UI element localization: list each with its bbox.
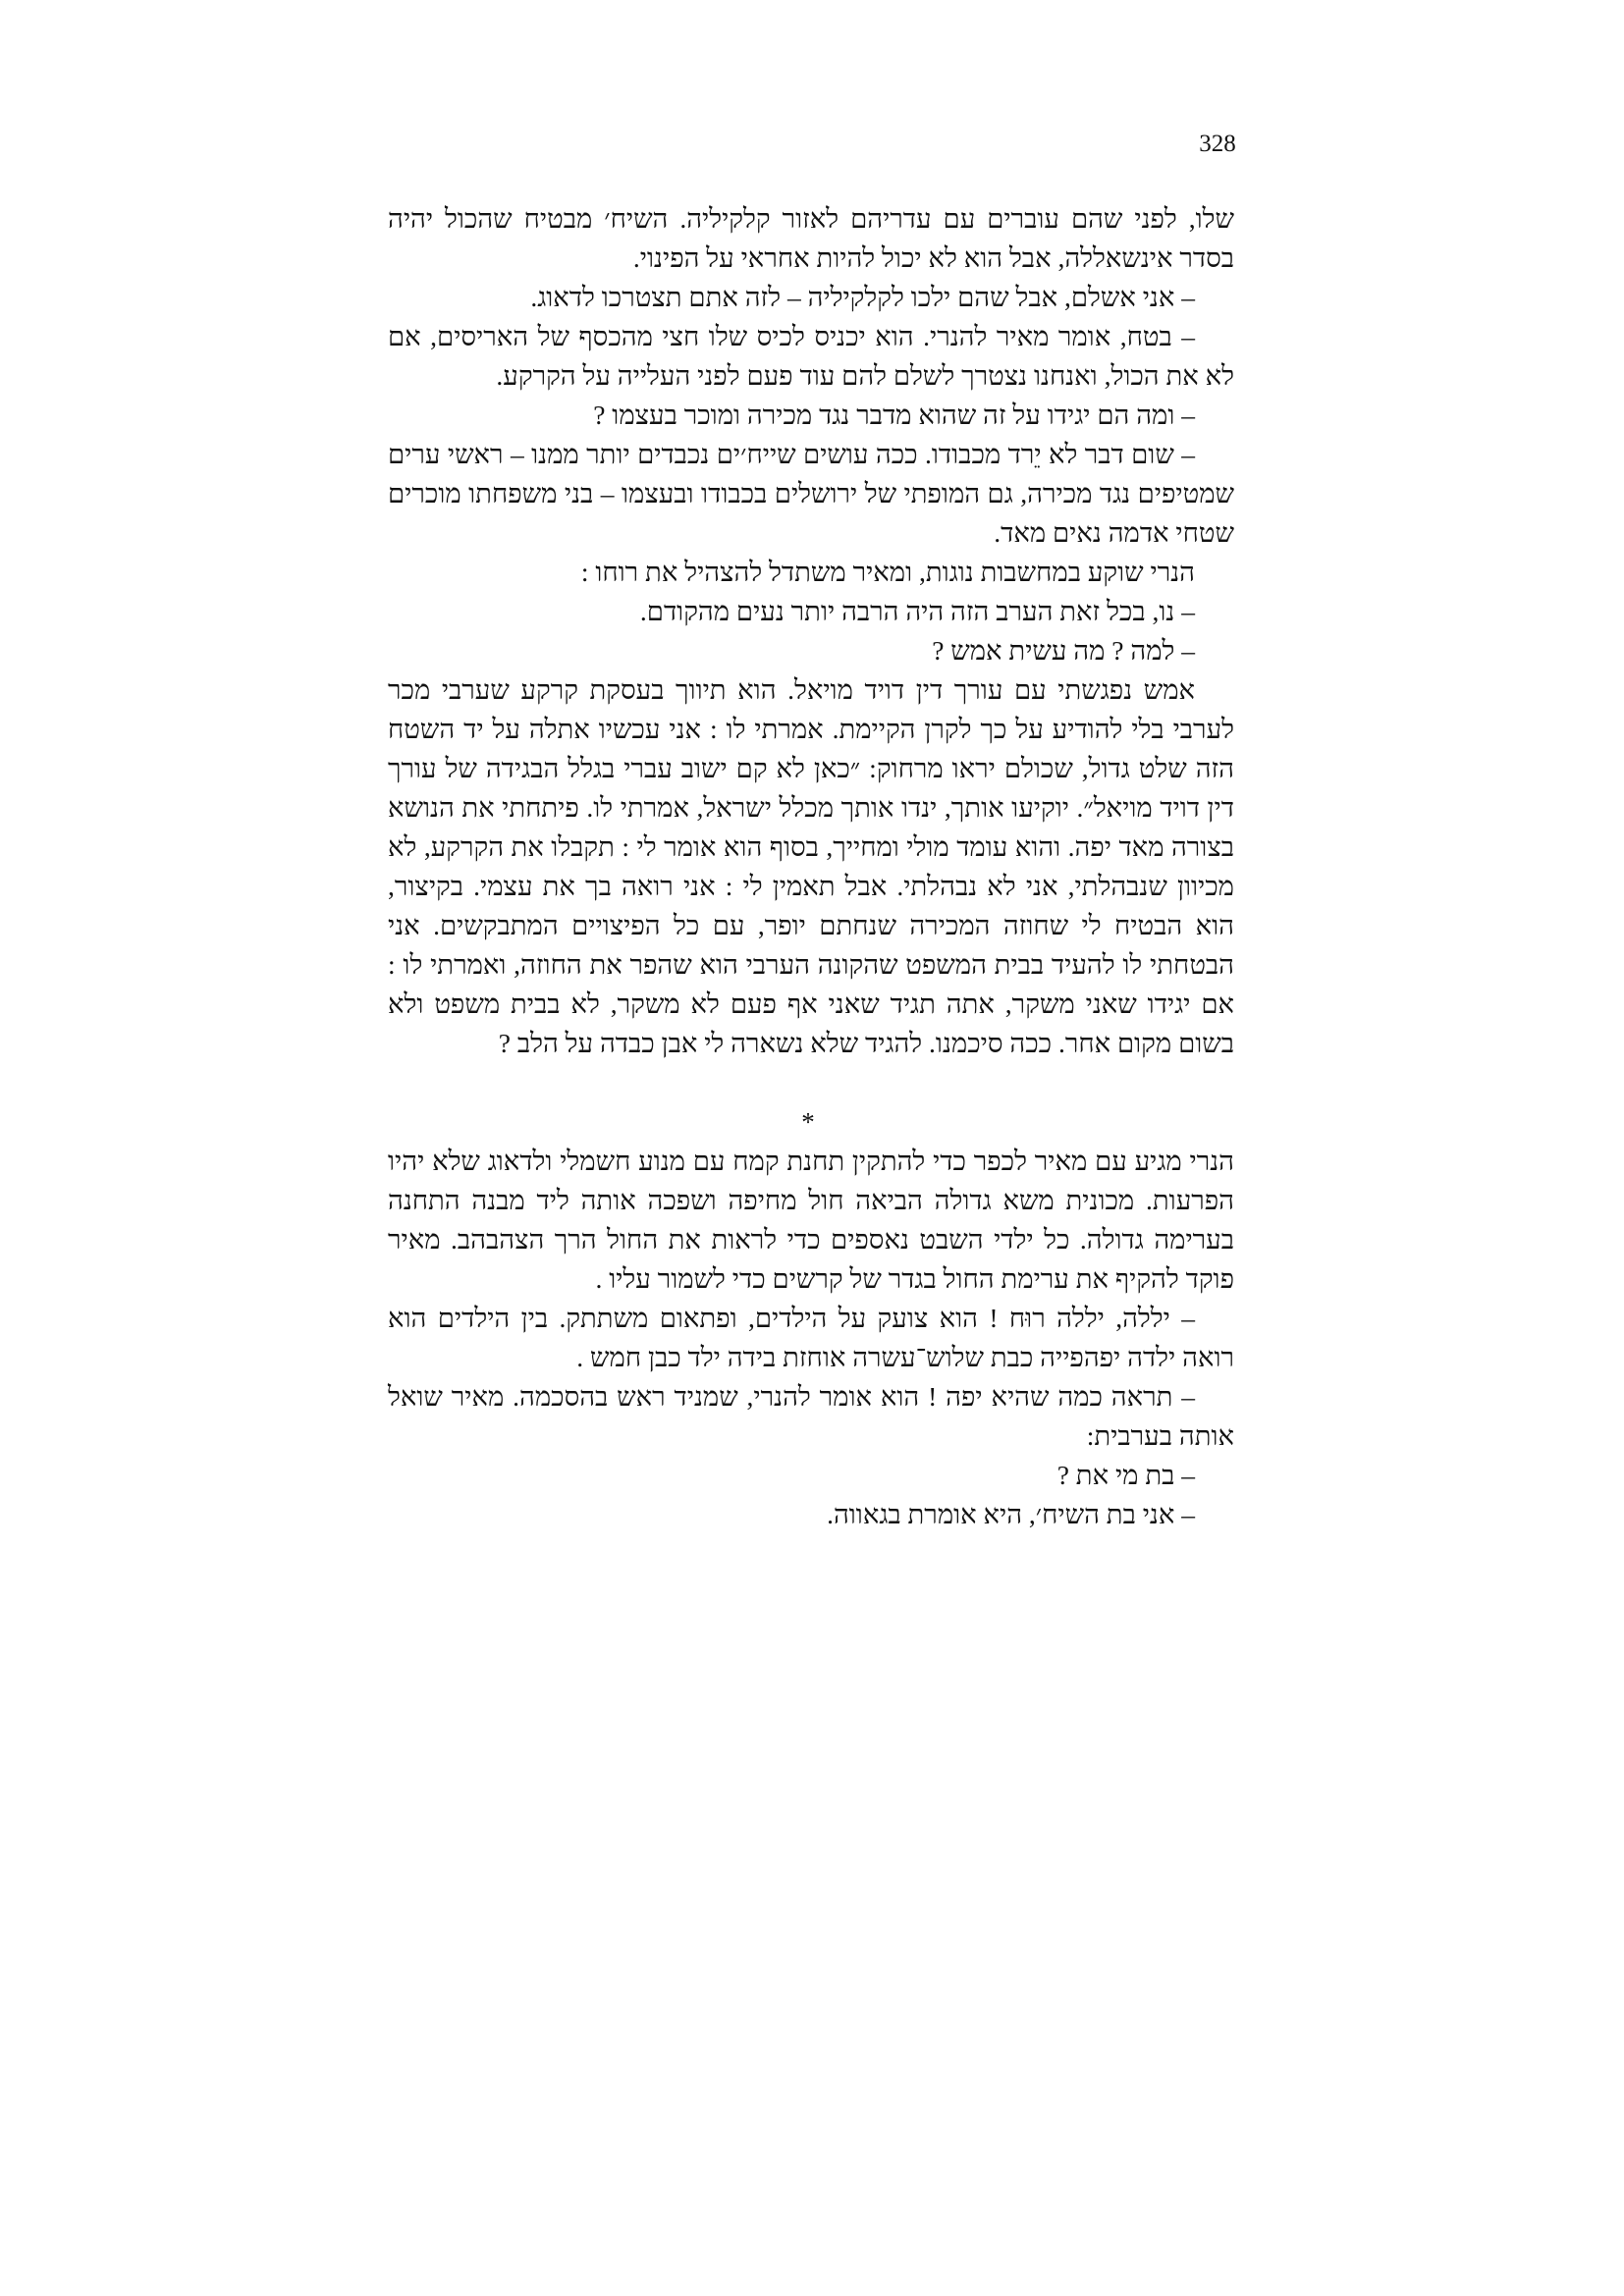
dialogue-line: – ומה הם יגידו על זה שהוא מדבר נגד מכירה ומוכר בעצמו ? [593, 400, 1195, 430]
paragraph: הנרי מגיע עם מאיר לכפר כדי להתקין תחנת קמח עם מנוע חשמלי ולדאוג שלא יהיו הפרעות. מכונית משא גדולה הביאה חול מחיפה ושפכה אותה ליד מבנה התחנה בערימה גדולה. כל ילדי השבט נאספים כדי לראות את החול הרך הצהבהב. מאיר פוקד להקיף את ערימת החול בגדר של קרשים כדי לשמור עליו . [388, 1146, 1234, 1294]
paragraph: שלו, לפני שהם עוברים עם עדריהם לאזור קלקיליה. השיח׳ מבטיח שהכול יהיה בסדר אינשאללה, אבל הוא לא יכול להיות אחראי על הפינוי. [388, 203, 1234, 273]
section-2 [388, 1142, 1234, 1534]
section-separator-asterisk: * [801, 1107, 815, 1137]
dialogue-line: – אני בת השיח׳, היא אומרת בגאווה. [827, 1499, 1195, 1529]
dialogue-line: – שום דבר לא יֵרד מכבודו. ככה עושים שייח׳ים נכבדים יותר ממנו – ראשי ערים שמטיפים נגד מכירה, גם המופתי של ירושלים בכבודו ובעצמו – בני משפחתו מוכרים שטחי אדמה נאים מאד. [388, 439, 1234, 548]
dialogue-line: – למה ? מה עשית אמש ? [932, 635, 1195, 666]
dialogue-line: – אני אשלם, אבל שהם ילכו לקלקיליה – לזה אתם תצטרכו לדאוג. [530, 282, 1195, 312]
dialogue-line: – נו, בכל זאת הערב הזה היה הרבה יותר נעים מהקודם. [639, 596, 1195, 626]
paragraph: הנרי שוקע במחשבות נוגות, ומאיר משתדל להצהיל את רוחו : [580, 557, 1195, 587]
paragraph: אמש נפגשתי עם עורך דין דויד מויאל. הוא תיווך בעסקת קרקע שערבי מכר לערבי בלי להודיע על כך לקרן הקיימת. אמרתי לו : אני עכשיו אתלה על יד השטח הזה שלט גדול, שכולם יראו מרחוק: ״כאן לא קם ישוב עברי בגלל הבגידה של עורך דין דויד מויאל״. יוקיעו אותך, ינדו אותך מכלל ישראל, אמרתי לו. פיתחתי את הנושא בצורה מאד יפה. והוא עומד מולי ומחייך, בסוף הוא אומר לי : תקבלו את הקרקע, לא מכיוון שנבהלתי, אני לא נבהלתי. אבל תאמין לי : אני רואה בך את עצמי. בקיצור, הוא הבטיח לי שחוזה המכירה שנחתם יופר, עם כל הפיצויים המתבקשים. אני הבטחתי לו להעיד בבית המשפט שהקונה הערבי הוא שהפר את החוזה, ואמרתי לו : אם יגידו שאני משקר, אתה תגיד שאני אף פעם לא משקר, לא בבית משפט ולא בשום מקום אחר. ככה סיכמנו. להגיד שלא נשארה לי אבן כבדה על הלב ? [388, 674, 1234, 1058]
dialogue-line: – יללה, יללה רוּח ! הוא צועק על הילדים, ופתאום משתתק. בין הילדים הוא רואה ילדה יפהפייה כבת שלוש־עשרה אוחזת בידה ילד כבן חמש . [388, 1303, 1234, 1372]
dialogue-line: – בטח, אומר מאיר להנרי. הוא יכניס לכיס שלו חצי מהכסף של האריסים, אם לא את הכול, ואנחנו נצטרך לשלם להם עוד פעם לפני העלייה על הקרקע. [388, 321, 1234, 391]
page-number: 328 [1199, 131, 1236, 157]
dialogue-line: – בת מי את ? [1056, 1460, 1195, 1490]
dialogue-line: – תראה כמה שהיא יפה ! הוא אומר להנרי, שמניד ראש בהסכמה. מאיר שואל אותה בערבית: [388, 1381, 1234, 1451]
section-1 [388, 199, 1234, 1063]
document-body [388, 199, 1234, 1534]
